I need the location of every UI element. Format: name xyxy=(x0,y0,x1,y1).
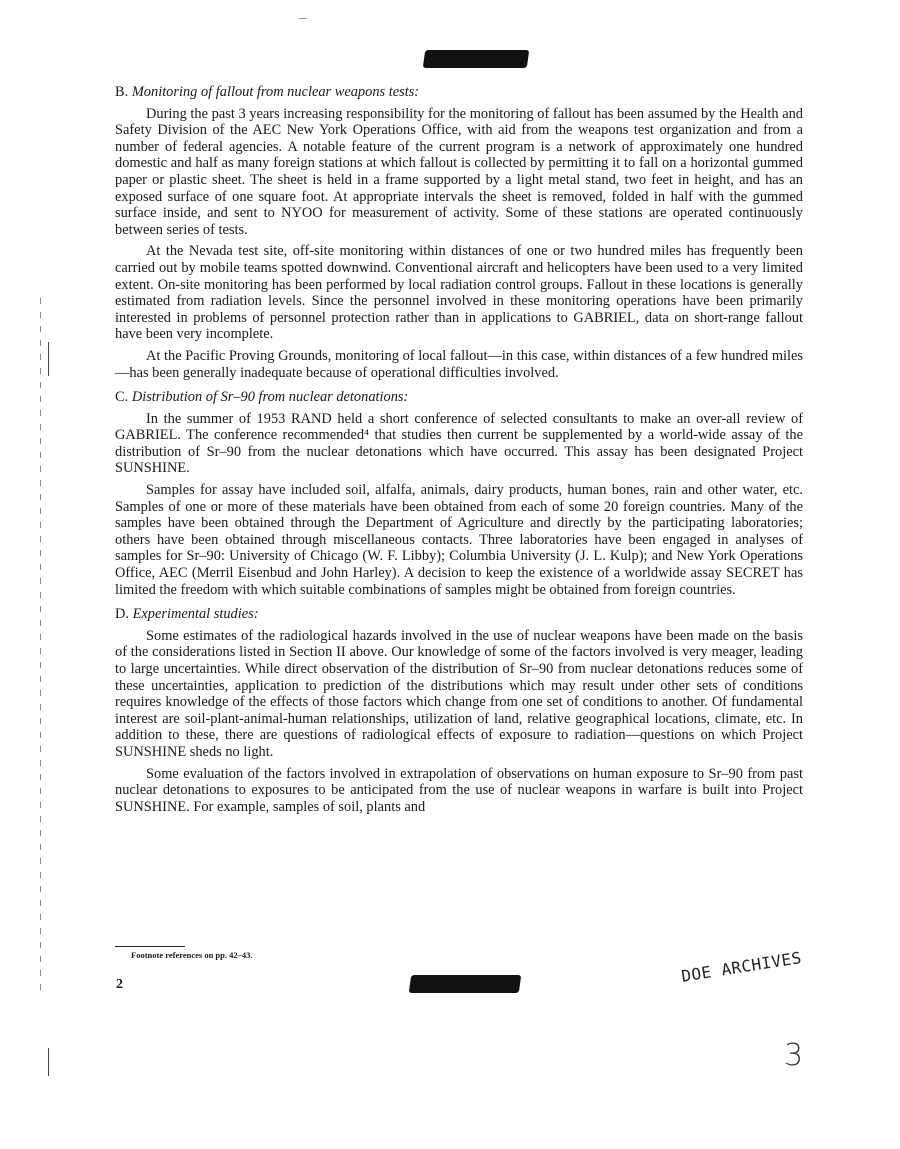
paragraph: In the summer of 1953 RAND held a short conference of selected consultants to make an over-all review of GABRIEL. The conference recommended⁴ that studies then current be supplemented by a world-wide assay of the distribution of Sr–90 from the nuclear detonations which have occurred. This assay has been designated Project SUNSHINE. xyxy=(115,410,803,477)
stray-mark xyxy=(299,18,307,19)
section-title: Distribution of Sr–90 from nuclear detonations: xyxy=(131,389,409,406)
section-b-heading xyxy=(115,84,803,101)
handwritten-page-number: 3 xyxy=(784,1038,804,1073)
paragraph: At the Nevada test site, off-site monitoring within distances of one or two hundred miles has frequently been carried out by mobile teams spotted downwind. Conventional aircraft and helicopters have been used to a very limited extent. On-site monitoring has been performed by local radiation control groups. Fallout in these locations is generally estimated from radiation levels. Since the personnel involved in these monitoring operations have been primarily interested in problems of personnel protection rather than in applications to GABRIEL, data on short-range fallout have been very incomplete. xyxy=(115,243,803,343)
footnote-rule xyxy=(115,946,185,947)
paragraph: Some evaluation of the factors involved in extrapolation of observations on human exposure to Sr–90 from past nuclear detonations to exposures to be anticipated from the use of nuclear weapons in warfare is built into Project SUNSHINE. For example, samples of soil, plants and xyxy=(115,765,803,815)
redacted-classification-top xyxy=(423,50,530,68)
paragraph: During the past 3 years increasing responsibility for the monitoring of fallout has been assumed by the Health and Safety Division of the AEC New York Operations Office, with aid from the weapons test organization and from a number of federal agencies. A notable feature of the current program is a network of approximately one hundred domestic and half as many foreign stations at which fallout is collected by permitting it to fall on a horizontal gummed paper or plastic sheet. The sheet is held in a frame supported by a light metal stand, two feet in height, and has an exposed surface of one square foot. At appropriate intervals the sheet is removed, folded in half with the gummed surface inside, and sent to NYOO for measurement of activity. Some of these stations are operated continuously between series of tests. xyxy=(115,105,803,238)
section-letter: D. xyxy=(115,606,129,623)
margin-binding-marks xyxy=(40,298,41,998)
margin-tick xyxy=(48,342,49,376)
section-title: Experimental studies: xyxy=(132,606,259,623)
section-c-heading xyxy=(115,389,803,406)
redacted-classification-bottom xyxy=(409,975,522,993)
page-number: 2 xyxy=(116,977,123,992)
section-title: Monitoring of fallout from nuclear weapons tests: xyxy=(131,84,420,100)
body-text xyxy=(115,84,803,820)
paragraph: Some estimates of the radiological hazards involved in the use of nuclear weapons have been made on the basis of the considerations listed in Section II above. Our knowledge of some of the factors involved is very meager, leading to large uncertainties. While direct observation of the distribution of Sr–90 from nuclear detonations reduces some of these uncertainties, application to prediction of the distributions which may result under other sets of conditions requires knowledge of the effects of those factors which change from one set of conditions to another. Of fundamental interest are soil-plant-animal-human relationships, utilization of land, relative geographical locations, climate, etc. In addition to these, there are questions of radiological effects of exposure to radiation—questions on which Project SUNSHINE sheds no light. xyxy=(115,627,803,760)
section-letter: C. xyxy=(115,389,129,406)
doe-archives-stamp: DOE ARCHIVES xyxy=(680,947,804,986)
margin-tick xyxy=(48,1048,49,1076)
footnote: Footnote references on pp. 42–43. xyxy=(131,950,253,960)
paragraph: At the Pacific Proving Grounds, monitoring of local fallout—in this case, within distances of a few hundred miles—has been generally inadequate because of operational difficulties involved. xyxy=(115,347,803,381)
section-letter: B. xyxy=(115,84,129,100)
paragraph: Samples for assay have included soil, alfalfa, animals, dairy products, human bones, rain and other water, etc. Samples of one or more of these materials have been obtained from each of some 20 foreign countries. Many of the samples have been obtained through the Department of Agriculture and directly by the participating laboratories; others have been obtained through miscellaneous contacts. Three laboratories have been engaged in analyses of samples for Sr–90: University of Chicago (W. F. Libby); Columbia University (J. L. Kulp); and New York Operations Office, AEC (Merril Eisenbud and John Harley). A decision to keep the existence of a worldwide assay SECRET has limited the freedom with which suitable combinations of samples might be obtained from foreign countries. xyxy=(115,482,803,598)
section-d-heading xyxy=(115,606,803,623)
